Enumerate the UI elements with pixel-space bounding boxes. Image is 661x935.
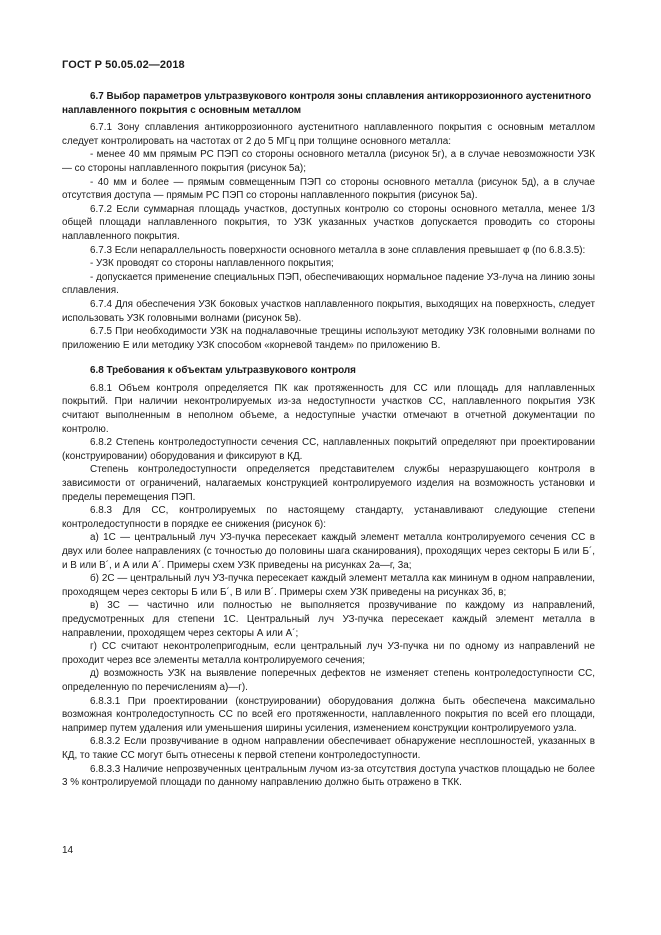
paragraph: 6.8.3.2 Если прозвучивание в одном направлении обеспечивает обнаружение несплошностей, указанных в КД, то такие СС могут быть отнесены к первой степени контроледоступности.: [62, 736, 595, 761]
paragraph: 6.8.3.3 Наличие непрозвученных центральным лучом из-за отсутствия доступа участков площадью не более 3 % контролируемой площади по данному направлению должно быть отражено в ТКК.: [62, 763, 595, 789]
page-number: 14: [62, 845, 74, 856]
paragraph: 6.7.5 При необходимости УЗК на подналавочные трещины используют методику УЗК головными волнами по приложению Е или методику УЗК способом «корневой тандем» по приложению В.: [62, 326, 595, 351]
section-6-8-title: 6.8 Требования к объектам ультразвукового контроля: [90, 365, 356, 377]
paragraph: 6.8.3 Для СС, контролируемых по настоящему стандарту, устанавливают следующие степени контроледоступности в порядке ее снижения (рисунок 6):: [62, 505, 595, 530]
document-code: ГОСТ Р 50.05.02—2018: [62, 59, 185, 71]
section-6-7-title: 6.7 Выбор параметров ультразвукового контроля зоны сплавления антикоррозионного аустенитного наплавленного покрытия с основным металлом: [62, 91, 592, 116]
list-item: - менее 40 мм прямым РС ПЭП со стороны основного металла (рисунок 5г), а в случае невозможности УЗК — со стороны наплавленного покрытия (рисунок 5а);: [62, 149, 595, 174]
paragraph: 6.7.3 Если непараллельность поверхности основного металла в зоне сплавления превышает φ (по 6.8.3.5):: [90, 244, 586, 256]
paragraph: 6.7.4 Для обеспечения УЗК боковых участков наплавленного покрытия, выходящих на поверхность, следует использовать УЗК головными волнами (рисунок 5в).: [62, 298, 595, 324]
paragraph: 6.8.1 Объем контроля определяется ПК как протяженность для СС или площадь для наплавленных покрытий. При наличии неконтролируемых из-за недоступности участков СС, наплавленного покрытия УЗК считают выполненным в неполном объеме, а недоступные участки отмечают в отчетной документации по контролю.: [62, 382, 595, 435]
document-body: [62, 90, 595, 790]
spacer: [62, 352, 595, 364]
list-item: а) 1С — центральный луч УЗ-пучка пересекает каждый элемент металла контролируемого сечения СС в двух или более направлениях (с точностью до половины шага сканирования), проходящих через секторы Б или Б´, и В или В´, и А или А´. Примеры схем УЗК приведены на рисунках 2а—г, 3а;: [62, 532, 595, 571]
list-item: д) возможность УЗК на выявление поперечных дефектов не изменяет степень контроледоступности СС, определенную по перечислениям а)—г).: [62, 668, 595, 693]
list-item: б) 2С — центральный луч УЗ-пучка пересекает каждый элемент металла как мининум в одном направлении, проходящем через секторы Б или Б´, В или В´. Примеры схем УЗК приведены на рисунках 3б, в;: [62, 573, 595, 598]
paragraph: 6.7.2 Если суммарная площадь участков, доступных контролю со стороны основного металла, менее 1/3 общей площади наплавленного покрытия, то УЗК указанных участков допускается проводить со стороны наплавленного покрытия.: [62, 203, 595, 242]
list-item: - допускается применение специальных ПЭП, обеспечивающих нормальное падение УЗ-луча на линию зоны сплавления.: [62, 271, 595, 297]
list-item: - 40 мм и более — прямым совмещенным ПЭП со стороны основного металла (рисунок 5д), а в случае отсутствия доступа — прямым РС ПЭП со стороны наплавленного покрытия (рисунок 5а).: [62, 176, 595, 202]
list-item: в) 3С — частично или полностью не выполняется прозвучивание по каждому из направлений, предусмотренных для степени 1С. Центральный луч УЗ-пучка пересекает каждый элемент металла в направлении, проходящем через секторы А или А´;: [62, 600, 595, 639]
paragraph: Степень контроледоступности определяется представителем службы неразрушающего контроля в зависимости от ограничений, налагаемых конструкцией контролируемого изделия на возможность установки и пределы перемещения ПЭП.: [62, 464, 595, 503]
list-item: - УЗК проводят со стороны наплавленного покрытия;: [90, 258, 334, 270]
paragraph: 6.7.1 Зону сплавления антикоррозионного аустенитного наплавленного покрытия с основным металлом следует контролировать на частотах от 2 до 5 МГц при толщине основного металла:: [62, 122, 595, 147]
list-item: г) СС считают неконтролепригодным, если центральный луч УЗ-пучка ни по одному из направлений не проходит через все элементы металла контролируемого сечения;: [62, 641, 595, 666]
paragraph: 6.8.3.1 При проектировании (конструировании) оборудования должна быть обеспечена максимально возможная контроледоступность СС по всей его протяженности, наплавленного покрытия по всей его площади, например путем удаления или уменьшения ширины усиления, изменением конструкции контролируемого узла.: [62, 695, 595, 734]
paragraph: 6.8.2 Степень контроледоступности сечения СС, наплавленных покрытий определяют при проектировании (конструировании) оборудования и фиксируют в КД.: [62, 437, 595, 462]
